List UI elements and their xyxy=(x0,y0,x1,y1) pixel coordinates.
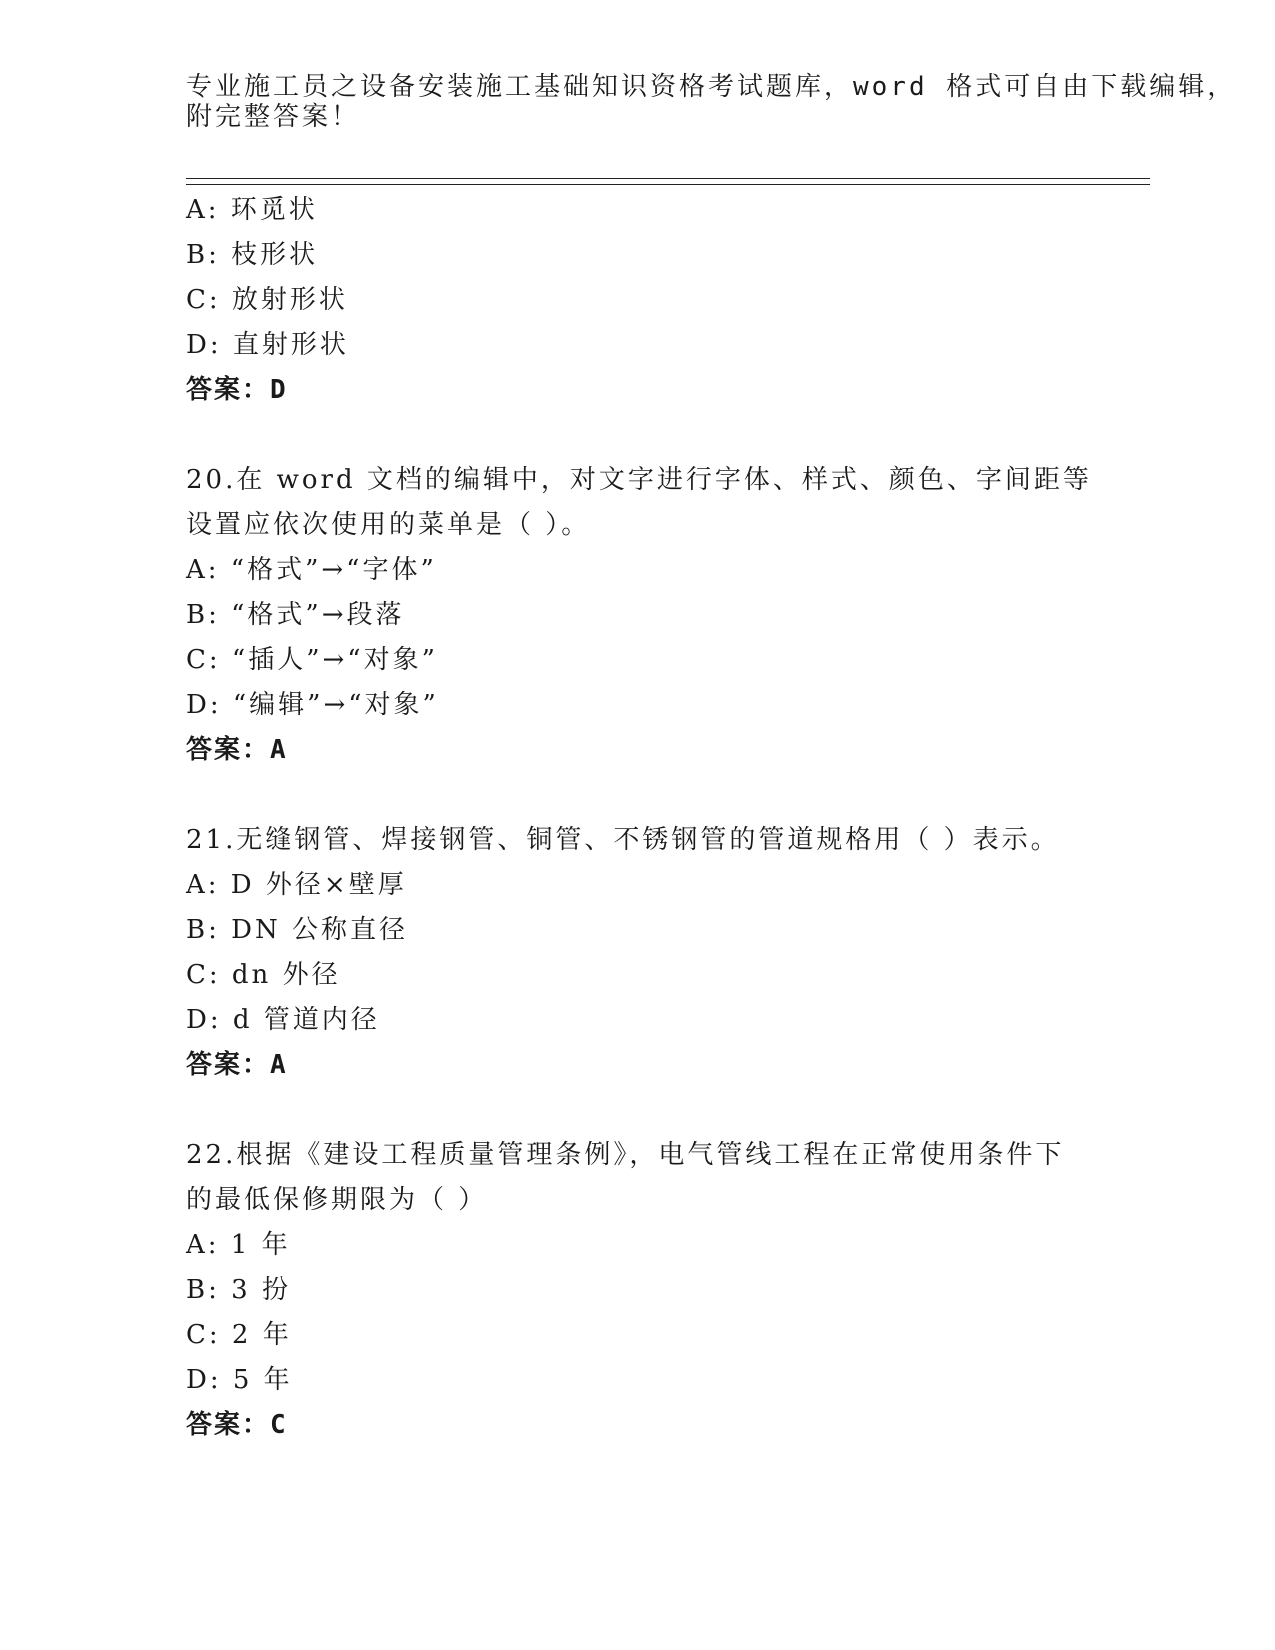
question-stem-line-2: 的最低保修期限为（ ） xyxy=(186,1185,488,1215)
question-stem-line-1: 20.在 word 文档的编辑中，对文字进行字体、样式、颜色、字间距等 xyxy=(186,465,1092,495)
question-stem-line-2: 设置应依次使用的菜单是（ ）。 xyxy=(186,510,591,540)
header-divider-top xyxy=(186,178,1150,179)
answer: 答案：D xyxy=(186,375,288,405)
header-divider-bottom xyxy=(186,184,1150,185)
document-header xyxy=(186,72,1237,132)
option-c: C: “插人”→“对象” xyxy=(186,645,438,675)
option-a: A: 环觅状 xyxy=(186,195,318,225)
option-c: C: dn 外径 xyxy=(186,960,341,990)
question-stem-line-1: 21.无缝钢管、焊接钢管、铜管、不锈钢管的管道规格用（ ）表示。 xyxy=(186,825,1060,855)
option-b: B: DN 公称直径 xyxy=(186,915,408,945)
option-d: D: 直射形状 xyxy=(186,330,349,360)
option-b: B: 3 扮 xyxy=(186,1275,291,1305)
answer: 答案：A xyxy=(186,735,288,765)
header-line-2: 附完整答案！ xyxy=(186,102,361,132)
option-a: A: 1 年 xyxy=(186,1230,291,1260)
option-b: B: 枝形状 xyxy=(186,240,319,270)
option-b: B: “格式”→段落 xyxy=(186,600,405,630)
option-c: C: 放射形状 xyxy=(186,285,348,315)
option-d: D: d 管道内径 xyxy=(186,1005,380,1035)
option-d: D: 5 年 xyxy=(186,1365,293,1395)
answer: 答案：A xyxy=(186,1050,288,1080)
header-line-1: 专业施工员之设备安装施工基础知识资格考试题库，word 格式可自由下载编辑， xyxy=(186,72,1237,102)
option-a: A: D 外径×壁厚 xyxy=(186,870,407,900)
option-a: A: “格式”→“字体” xyxy=(186,555,437,585)
option-d: D: “编辑”→“对象” xyxy=(186,690,439,720)
option-c: C: 2 年 xyxy=(186,1320,292,1350)
answer: 答案：C xyxy=(186,1410,288,1440)
question-stem-line-1: 22.根据《建设工程质量管理条例》，电气管线工程在正常使用条件下 xyxy=(186,1140,1065,1170)
